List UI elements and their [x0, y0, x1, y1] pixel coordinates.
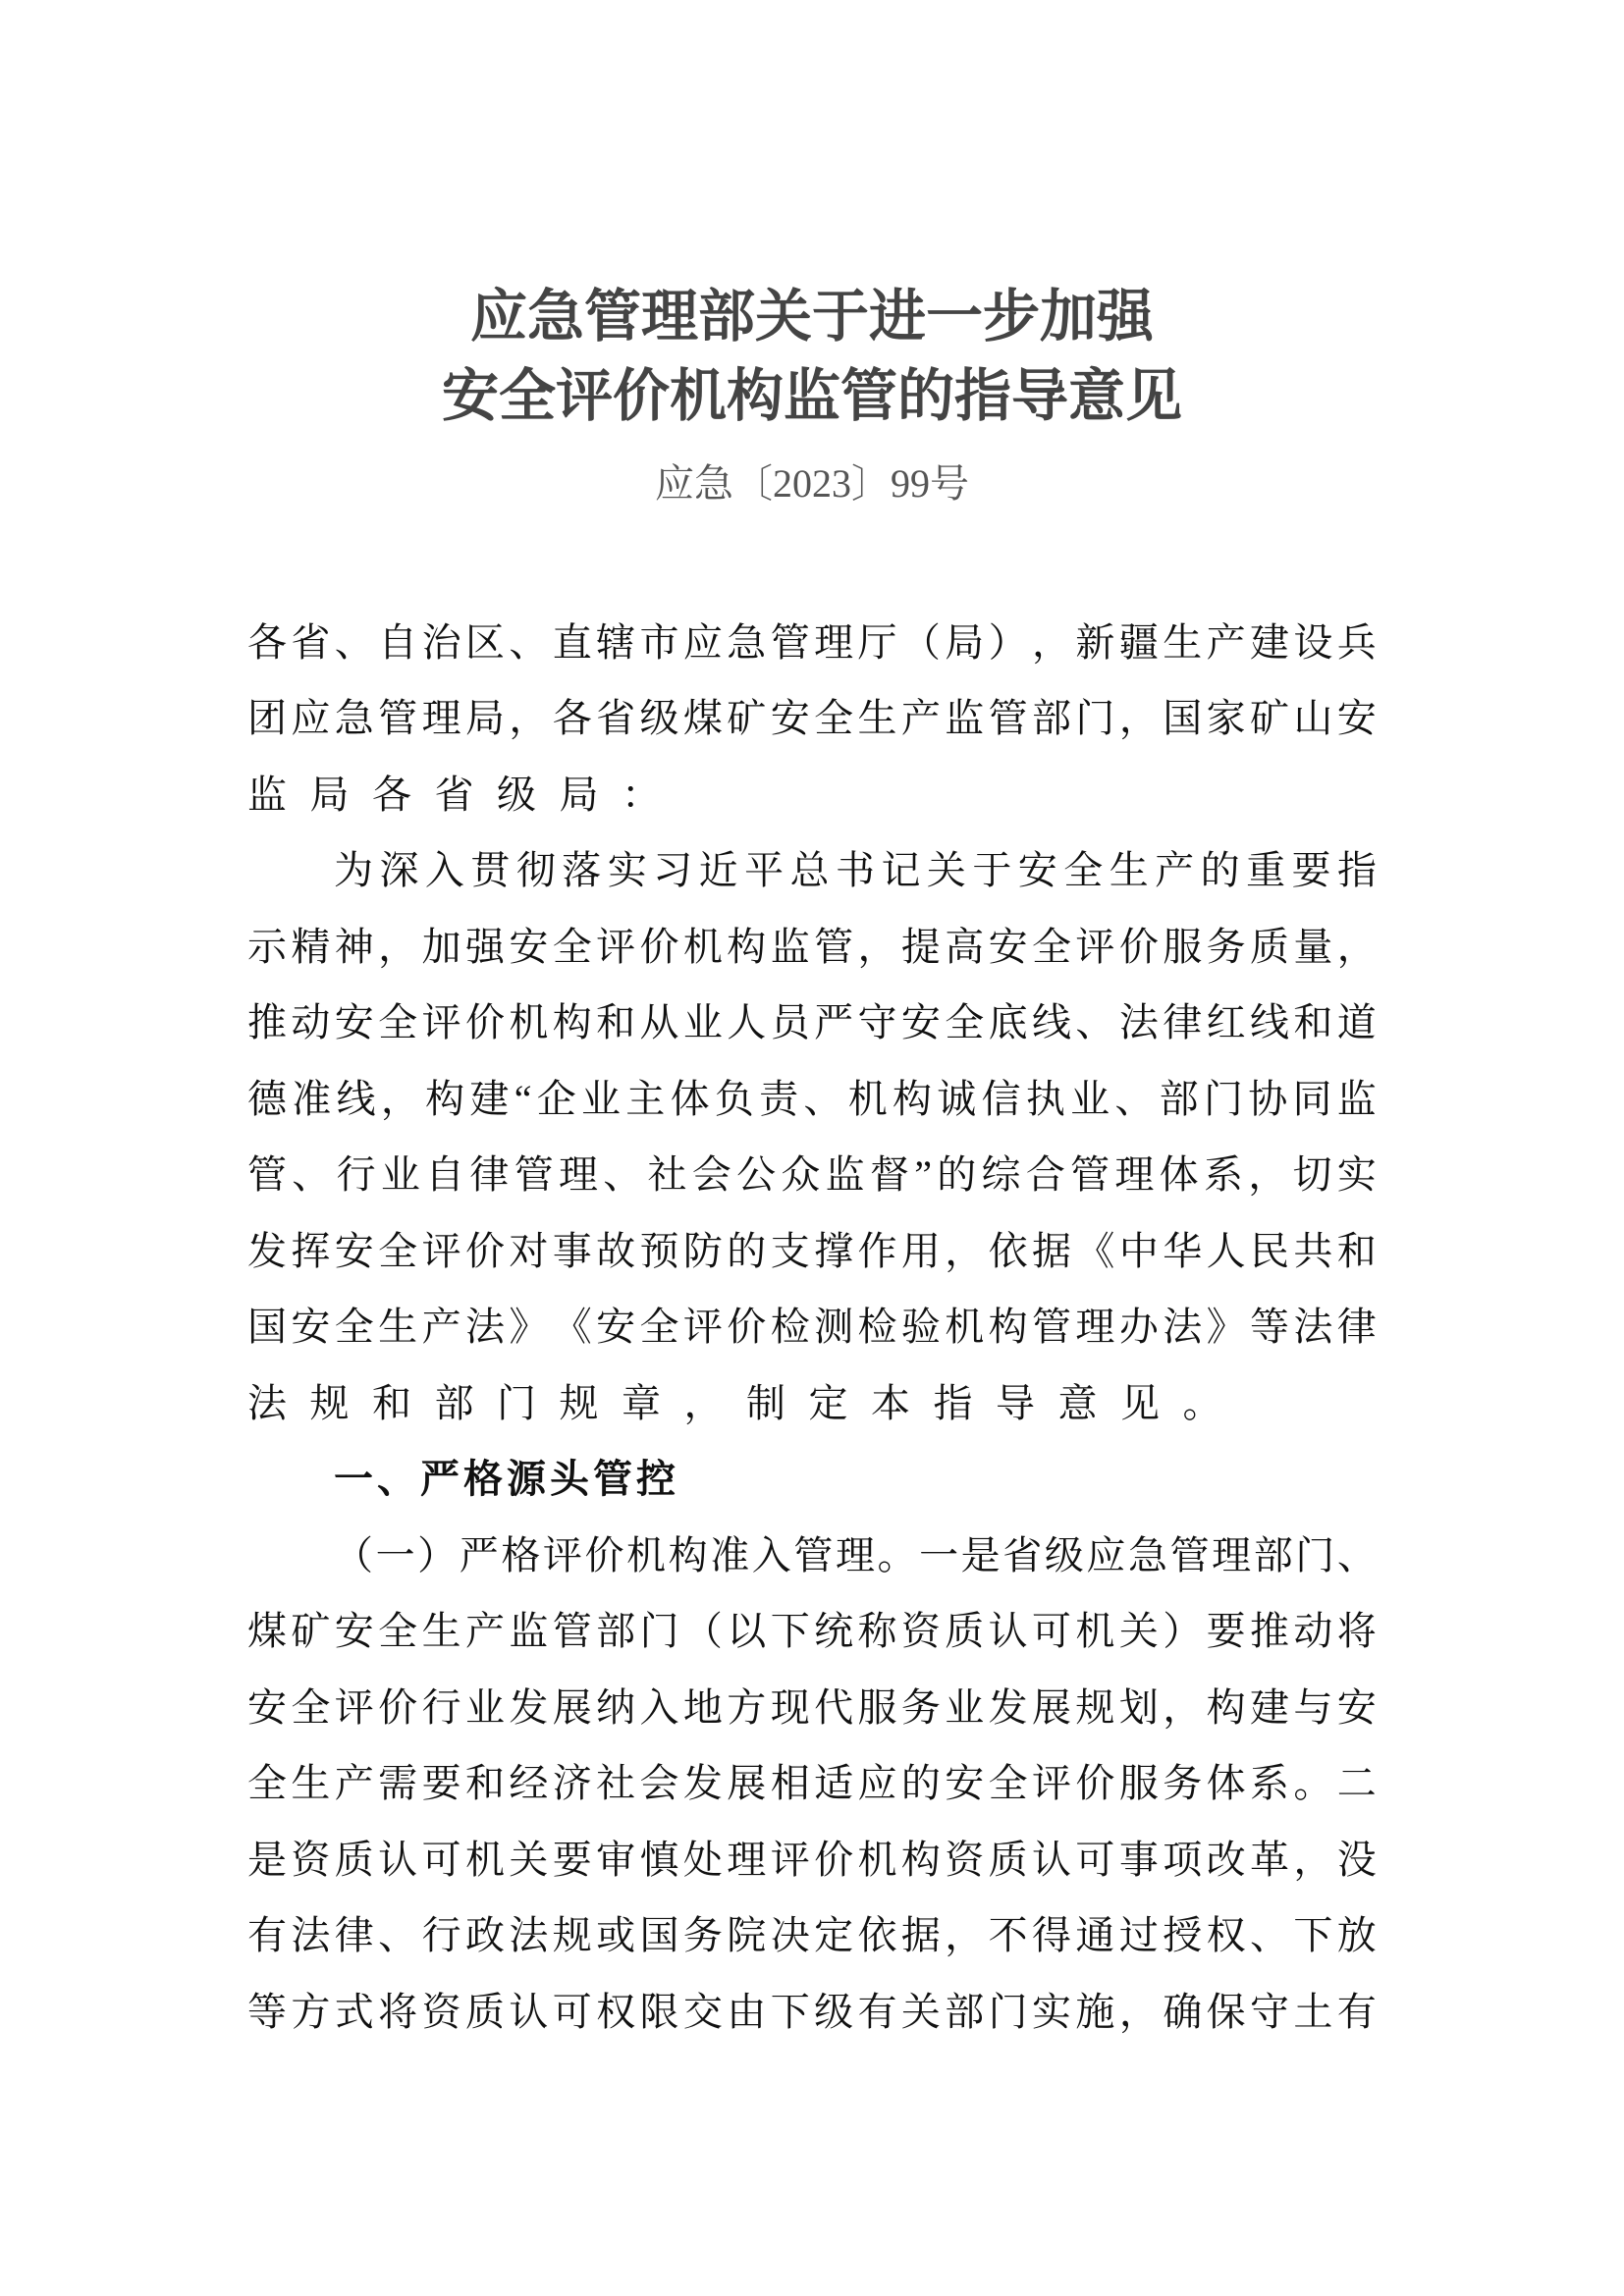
preamble-line: 为 深 入 贯 彻 落 实 习 近 平 总 书 记 关 于 安 全 生 产 的 重 要 指 — [334, 848, 1377, 892]
addressee-line: 团 应 急 管 理 局 ， 各 省 级 煤 矿 安 全 生 产 监 管 部 门 ， 国 家 矿 山 安 — [247, 696, 1377, 740]
preamble-line: 管 、 行 业 自 律 管 理 、 社 会 公 众 监 督 ” 的 综 合 管 理 体 系 ， 切 实 — [247, 1152, 1377, 1197]
section-line: （ 一 ） 严 格 评 价 机 构 准 入 管 理 。 一 是 省 级 应 急 管 理 部 门 、 — [334, 1533, 1377, 1577]
section-line: 全 生 产 需 要 和 经 济 社 会 发 展 相 适 应 的 安 全 评 价 服 务 体 系 。 二 — [247, 1761, 1377, 1805]
preamble-line: 德 准 线 ， 构 建 “ 企 业 主 体 负 责 、 机 构 诚 信 执 业 、 部 门 协 同 监 — [247, 1077, 1377, 1121]
document-title-line-2: 安全评价机构监管的指导意见 — [441, 362, 1182, 429]
document-title-line-1: 应急管理部关于进一步加强 — [469, 283, 1154, 349]
document-number: 应急〔2023〕99号 — [655, 461, 969, 506]
preamble-line: 法规和部门规章，制定本指导意见。 — [247, 1381, 1245, 1425]
preamble-line: 推 动 安 全 评 价 机 构 和 从 业 人 员 严 守 安 全 底 线 、 法 律 红 线 和 道 — [247, 1000, 1377, 1044]
section-line: 安 全 评 价 行 业 发 展 纳 入 地 方 现 代 服 务 业 发 展 规 划 ， 构 建 与 安 — [247, 1685, 1377, 1730]
preamble-line: 发 挥 安 全 评 价 对 事 故 预 防 的 支 撑 作 用 ， 依 据 《 中 华 人 民 共 和 — [247, 1229, 1377, 1273]
addressee-line: 各 省 、 自 治 区 、 直 辖 市 应 急 管 理 厅 （ 局 ） ， 新 疆 生 产 建 设 兵 — [247, 620, 1377, 665]
section-line: 有 法 律 、 行 政 法 规 或 国 务 院 决 定 依 据 ， 不 得 通 过 授 权 、 下 放 — [247, 1913, 1377, 1957]
section-line: 煤 矿 安 全 生 产 监 管 部 门 （ 以 下 统 称 资 质 认 可 机 关 ） 要 推 动 将 — [247, 1609, 1377, 1653]
addressee-line: 监局各省级局： — [247, 773, 684, 817]
preamble-line: 国 安 全 生 产 法 》 《 安 全 评 价 检 测 检 验 机 构 管 理 办 法 》 等 法 律 — [247, 1305, 1377, 1349]
section-heading: 一、严格源头管控 — [334, 1457, 679, 1502]
section-line: 等 方 式 将 资 质 认 可 权 限 交 由 下 级 有 关 部 门 实 施 ， 确 保 守 土 有 — [247, 1990, 1377, 2034]
preamble-line: 示 精 神 ， 加 强 安 全 评 价 机 构 监 管 ， 提 高 安 全 评 价 服 务 质 量 ， — [247, 925, 1377, 969]
section-line: 是 资 质 认 可 机 关 要 审 慎 处 理 评 价 机 构 资 质 认 可 事 项 改 革 ， 没 — [247, 1838, 1377, 1882]
